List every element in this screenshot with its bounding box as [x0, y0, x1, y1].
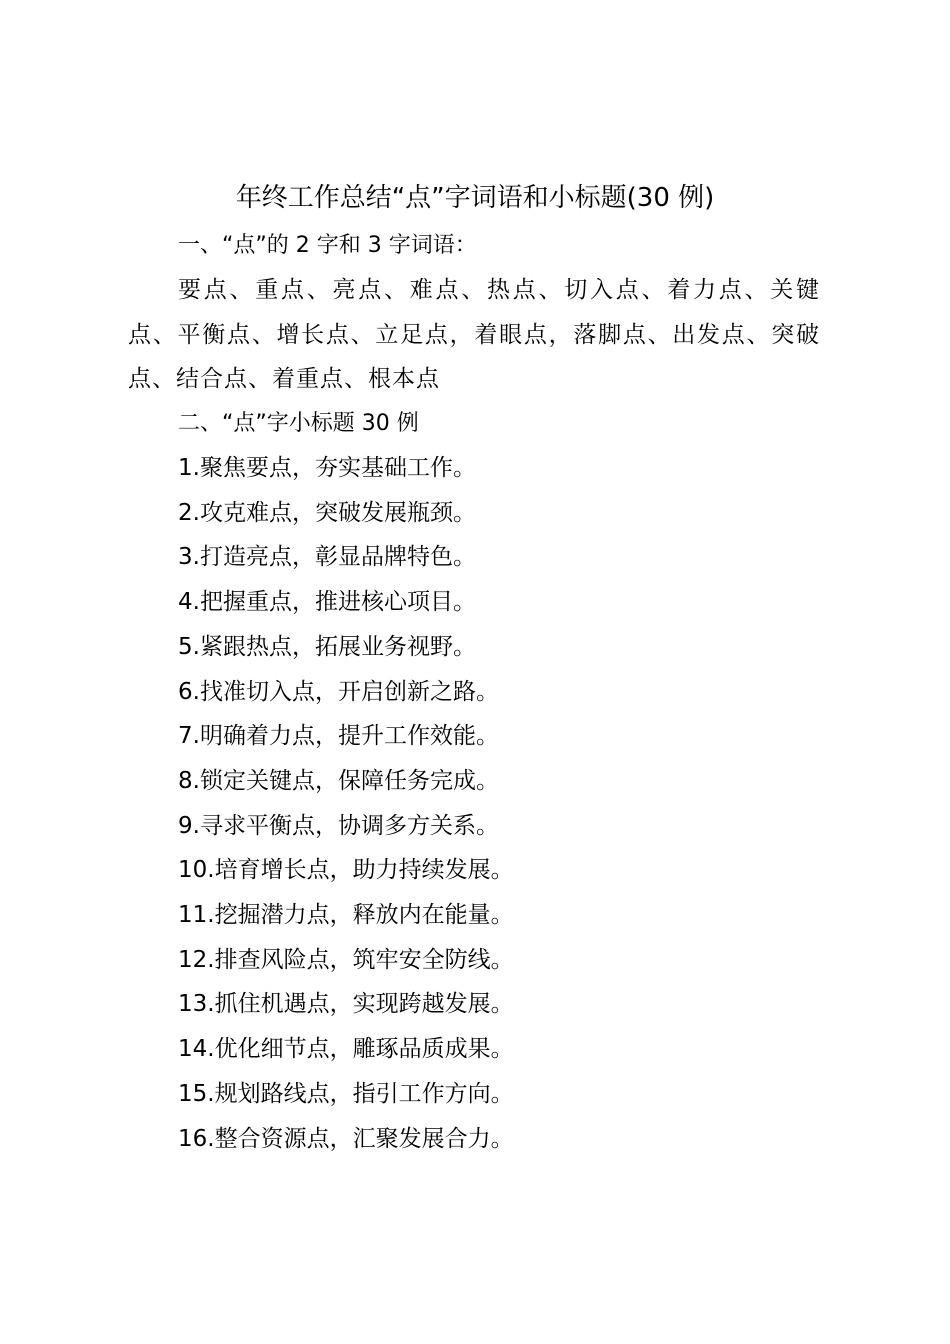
section-one-heading: 一、“点”的 2 字和 3 字词语：: [178, 233, 477, 258]
list-item: 7.明确着力点，提升工作效能。: [178, 723, 499, 750]
list-item: 5.紧跟热点，拓展业务视野。: [178, 633, 476, 660]
list-item: 10.培育增长点，助力持续发展。: [178, 857, 514, 884]
list-item: 9.寻求平衡点，协调多方关系。: [178, 812, 499, 839]
list-item: 8.锁定关键点，保障任务完成。: [178, 767, 499, 794]
list-item: 16.整合资源点，汇聚发展合力。: [178, 1125, 514, 1152]
list-item: 6.找准切入点，开启创新之路。: [178, 678, 499, 705]
list-item: 4.把握重点，推进核心项目。: [178, 589, 476, 616]
keyword-paragraph: 要点、重点、亮点、难点、热点、切入点、着力点、关键点、平衡点、增长点、立足点，着眼点，落脚点、出发点、突破点、结合点、着重点、根本点: [128, 277, 820, 392]
list-item: 1.聚焦要点，夯实基础工作。: [178, 455, 476, 481]
list-item: 2.攻克难点，突破发展瓶颈。: [178, 499, 476, 526]
list-item: 13.抓住机遇点，实现跨越发展。: [178, 991, 514, 1018]
list-item: 3.打造亮点，彰显品牌特色。: [178, 544, 476, 571]
list-item: 11.挖掘潜力点，释放内在能量。: [178, 902, 514, 929]
section-two-heading: 二、“点”字小标题 30 例: [178, 411, 419, 436]
subtitle-list: [178, 446, 514, 1161]
list-item: 14.优化细节点，雕琢品质成果。: [178, 1036, 514, 1063]
document-title: 年终工作总结“点”字词语和小标题(30 例): [235, 183, 715, 213]
list-item: 15.规划路线点，指引工作方向。: [178, 1080, 514, 1107]
list-item: 12.排查风险点，筑牢安全防线。: [178, 946, 514, 973]
